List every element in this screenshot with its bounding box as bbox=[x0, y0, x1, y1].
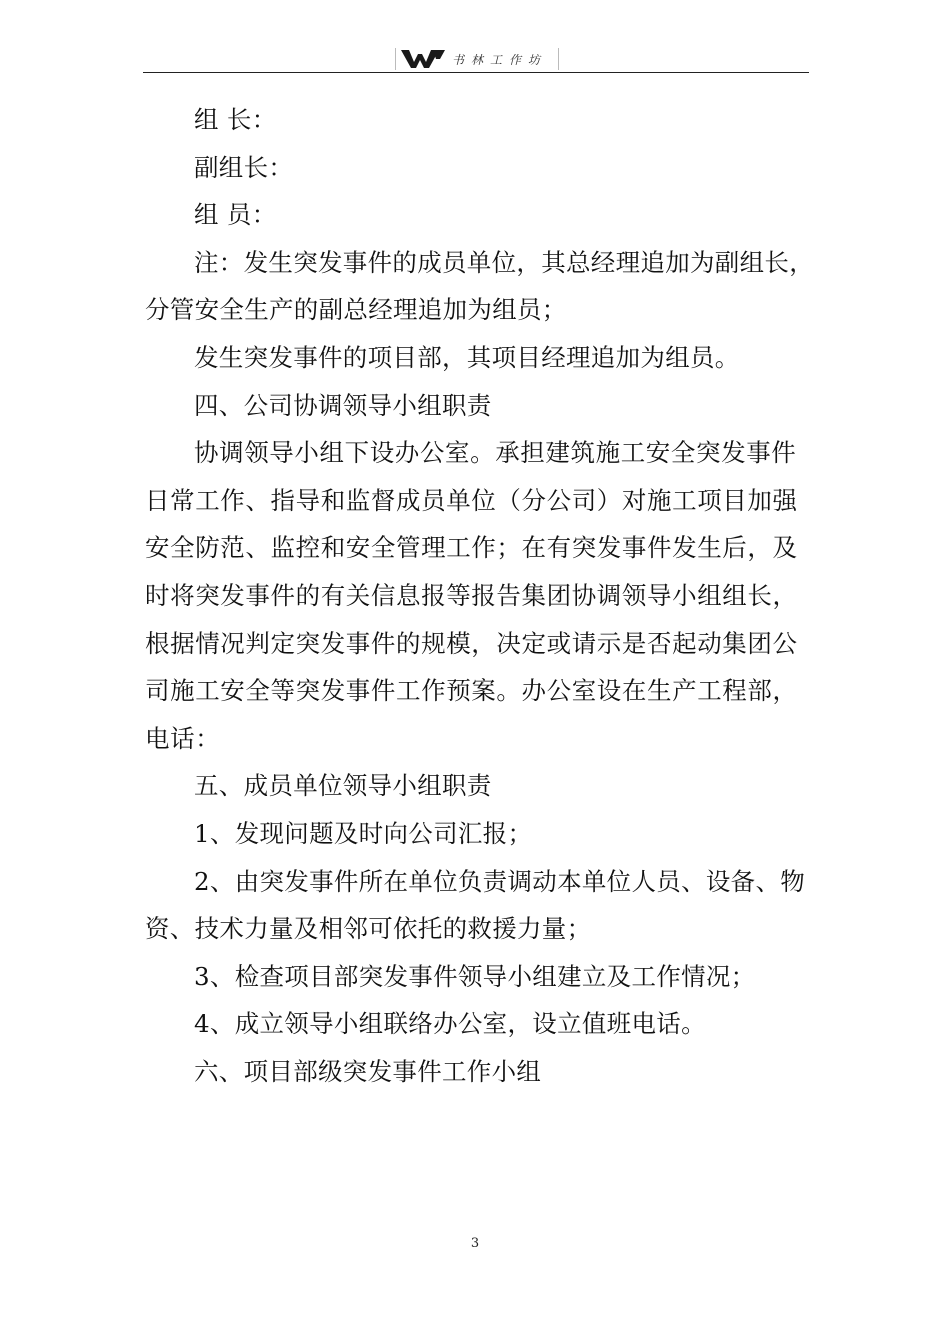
paragraph-project-dept: 发生突发事件的项目部，其项目经理追加为组员。 bbox=[194, 342, 740, 372]
paragraph-coordination-office: 协调领导小组下设办公室。承担建筑施工安全突发事件日常工作、指导和监督成员单位（分公司）对施工项目加强安全防范、监控和安全管理工作；在有突发事件发生后，及时将突发事件的有关信息报等报告集团协调领导小组组长，根据情况判定突发事件的规模，决定或请示是否起动集团公司施工安全等突发事件工作预案。办公室设在生产工程部，电话： bbox=[145, 438, 798, 753]
list-item-4: 4、成立领导小组联络办公室，设立值班电话。 bbox=[194, 1009, 706, 1039]
page-header bbox=[143, 44, 809, 74]
logo-w-icon bbox=[400, 48, 446, 70]
section-heading-5: 五、成员单位领导小组职责 bbox=[194, 771, 492, 801]
header-logo bbox=[395, 48, 559, 70]
header-rule bbox=[143, 72, 809, 73]
list-item-1: 1、发现问题及时向公司汇报； bbox=[194, 818, 533, 848]
paragraph-note: 注：发生突发事件的成员单位，其总经理追加为副组长，分管安全生产的副总经理追加为组员； bbox=[145, 247, 814, 325]
page-number: 3 bbox=[470, 1236, 480, 1251]
logo-text: 书林工作坊 bbox=[452, 53, 548, 67]
document-body bbox=[145, 96, 815, 1095]
paragraph-leader: 组 长： bbox=[194, 105, 277, 134]
paragraph-deputy-leader: 副组长： bbox=[194, 152, 294, 182]
section-heading-6: 六、项目部级突发事件工作小组 bbox=[194, 1056, 542, 1086]
section-heading-4: 四、公司协调领导小组职责 bbox=[194, 390, 492, 420]
list-item-3: 3、检查项目部突发事件领导小组建立及工作情况； bbox=[194, 961, 756, 991]
list-item-2: 2、由突发事件所在单位负责调动本单位人员、设备、物资、技术力量及相邻可依托的救援力量； bbox=[145, 866, 806, 944]
paragraph-members: 组 员： bbox=[194, 200, 277, 230]
